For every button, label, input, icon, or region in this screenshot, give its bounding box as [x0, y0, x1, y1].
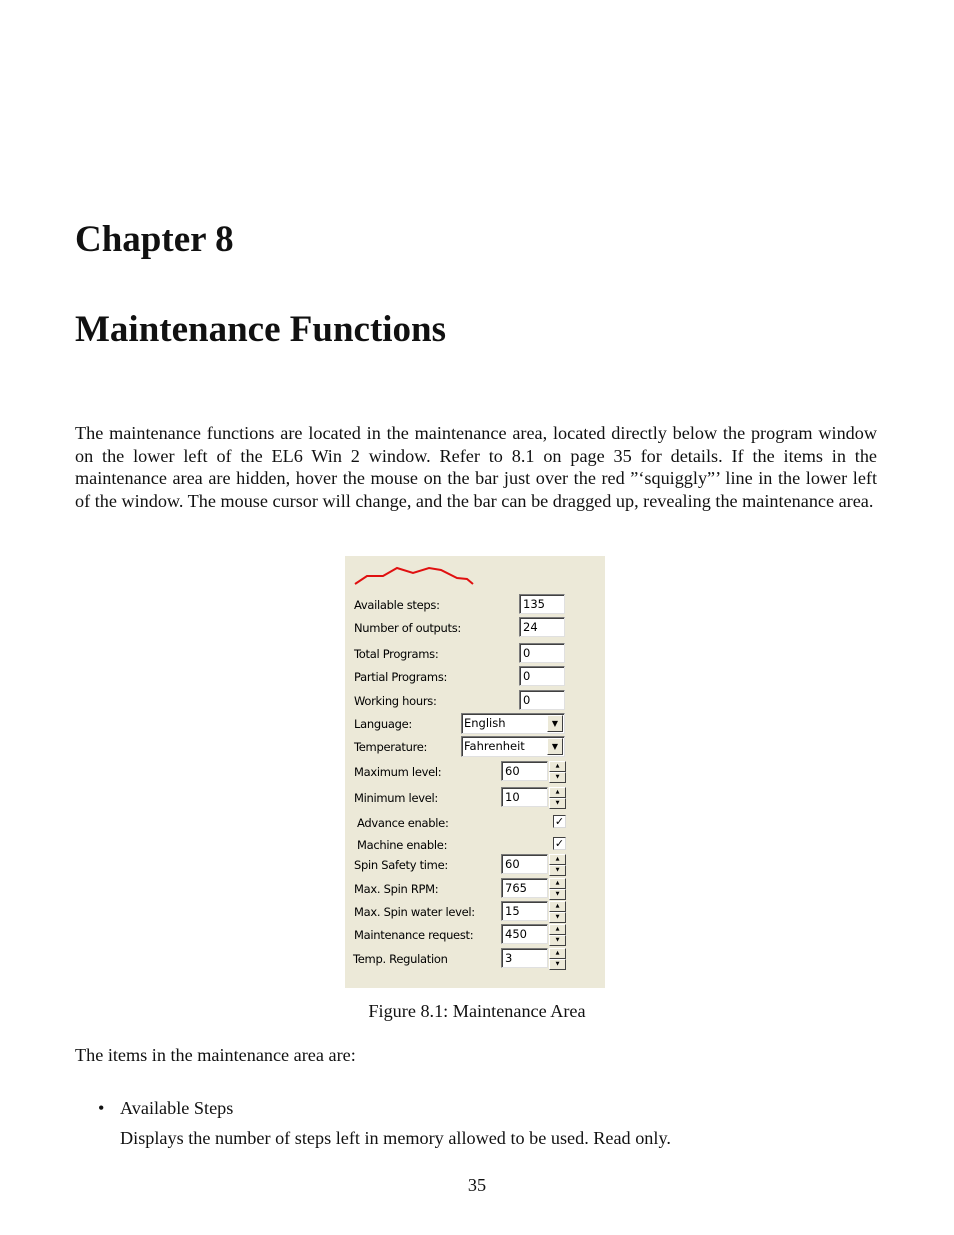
temp-regulation-field[interactable]: 3 [501, 948, 548, 968]
maximum-level-label: Maximum level: [354, 765, 442, 779]
page-number: 35 [467, 1175, 487, 1195]
spin-up-icon[interactable]: ▲ [549, 924, 566, 935]
list-item-description: Displays the number of steps left in memory allowed to be used. Read only. [120, 1128, 671, 1148]
intro-paragraph: The maintenance functions are located in the maintenance area, located directly below the program window on the lower left of the EL6 Win 2 window. Refer to 8.1 on page 35 for details. If the items in the maintenance area are hidden, hover the mouse on the bar just over the red ”‘squiggly”’ line in the lower left of the window. The mouse cursor will change, and the bar can be dragged up, revealing the maintenance area. [75, 423, 877, 511]
list-item-title: Available Steps [120, 1098, 234, 1118]
spin-up-icon[interactable]: ▲ [549, 761, 566, 772]
chapter-label: Chapter 8 [75, 219, 234, 260]
minimum-level-label: Minimum level: [354, 791, 438, 805]
total-programs-row [345, 643, 605, 665]
spin-safety-time-field[interactable]: 60 [501, 854, 548, 874]
working-hours-field: 0 [519, 690, 565, 710]
spin-down-icon[interactable]: ▼ [549, 772, 566, 783]
partial-programs-label: Partial Programs: [354, 670, 448, 684]
maintenance-request-row [345, 924, 605, 946]
spin-down-icon[interactable]: ▼ [549, 865, 566, 876]
squiggle-drag-handle[interactable] [353, 562, 478, 588]
total-programs-field: 0 [519, 643, 565, 663]
figure-caption: Figure 8.1: Maintenance Area [368, 1001, 586, 1021]
temperature-select[interactable] [461, 736, 565, 757]
working-hours-label: Working hours: [354, 694, 437, 708]
spin-up-icon[interactable]: ▲ [549, 901, 566, 912]
spin-safety-time-stepper[interactable] [549, 854, 566, 876]
items-intro: The items in the maintenance area are: [75, 1045, 356, 1065]
temperature-row [345, 736, 605, 758]
advance-enable-checkbox[interactable]: ✓ [554, 815, 565, 828]
partial-programs-field: 0 [519, 666, 565, 686]
total-programs-label: Total Programs: [354, 647, 439, 661]
advance-enable-row [345, 812, 605, 834]
spin-safety-time-row [345, 854, 605, 876]
working-hours-row [345, 690, 605, 712]
available-steps-field: 135 [519, 594, 565, 614]
number-of-outputs-label: Number of outputs: [354, 621, 461, 635]
available-steps-row [345, 594, 605, 616]
max-spin-rpm-row [345, 878, 605, 900]
advance-enable-label: Advance enable: [357, 816, 449, 830]
available-steps-label: Available steps: [354, 598, 440, 612]
temperature-value: Fahrenheit [464, 739, 525, 753]
spin-down-icon[interactable]: ▼ [549, 959, 566, 970]
minimum-level-stepper[interactable] [549, 787, 566, 809]
max-spin-rpm-label: Max. Spin RPM: [354, 882, 439, 896]
number-of-outputs-row [345, 617, 605, 639]
machine-enable-row [345, 834, 605, 856]
chevron-down-icon[interactable]: ▼ [547, 715, 563, 732]
language-value: English [464, 716, 506, 730]
max-spin-water-level-field[interactable]: 15 [501, 901, 548, 921]
temp-regulation-row [345, 948, 605, 970]
language-row [345, 713, 605, 735]
max-spin-water-level-row [345, 901, 605, 923]
temp-regulation-label: Temp. Regulation [353, 952, 448, 966]
maximum-level-stepper[interactable] [549, 761, 566, 783]
max-spin-rpm-stepper[interactable] [549, 878, 566, 900]
minimum-level-row [345, 787, 605, 809]
temperature-label: Temperature: [354, 740, 428, 754]
spin-up-icon[interactable]: ▲ [549, 787, 566, 798]
chevron-down-icon[interactable]: ▼ [547, 738, 563, 755]
minimum-level-field[interactable]: 10 [501, 787, 548, 807]
maintenance-request-field[interactable]: 450 [501, 924, 548, 944]
language-select[interactable] [461, 713, 565, 734]
spin-up-icon[interactable]: ▲ [549, 854, 566, 865]
max-spin-rpm-field[interactable]: 765 [501, 878, 548, 898]
bullet-icon: • [98, 1098, 105, 1118]
chapter-title: Maintenance Functions [75, 309, 447, 350]
maximum-level-row [345, 761, 605, 783]
max-spin-water-level-label: Max. Spin water level: [354, 905, 475, 919]
temp-regulation-stepper[interactable] [549, 948, 566, 970]
spin-up-icon[interactable]: ▲ [549, 948, 566, 959]
maximum-level-field[interactable]: 60 [501, 761, 548, 781]
spin-down-icon[interactable]: ▼ [549, 798, 566, 809]
maintenance-request-stepper[interactable] [549, 924, 566, 946]
squiggle-line [355, 568, 473, 584]
partial-programs-row [345, 666, 605, 688]
number-of-outputs-field: 24 [519, 617, 565, 637]
maintenance-request-label: Maintenance request: [354, 928, 474, 942]
spin-down-icon[interactable]: ▼ [549, 912, 566, 923]
machine-enable-label: Machine enable: [357, 838, 448, 852]
maintenance-area-figure [345, 556, 605, 988]
machine-enable-checkbox[interactable]: ✓ [554, 837, 565, 850]
spin-down-icon[interactable]: ▼ [549, 889, 566, 900]
language-label: Language: [354, 717, 412, 731]
spin-safety-time-label: Spin Safety time: [354, 858, 448, 872]
max-spin-water-level-stepper[interactable] [549, 901, 566, 923]
spin-down-icon[interactable]: ▼ [549, 935, 566, 946]
spin-up-icon[interactable]: ▲ [549, 878, 566, 889]
